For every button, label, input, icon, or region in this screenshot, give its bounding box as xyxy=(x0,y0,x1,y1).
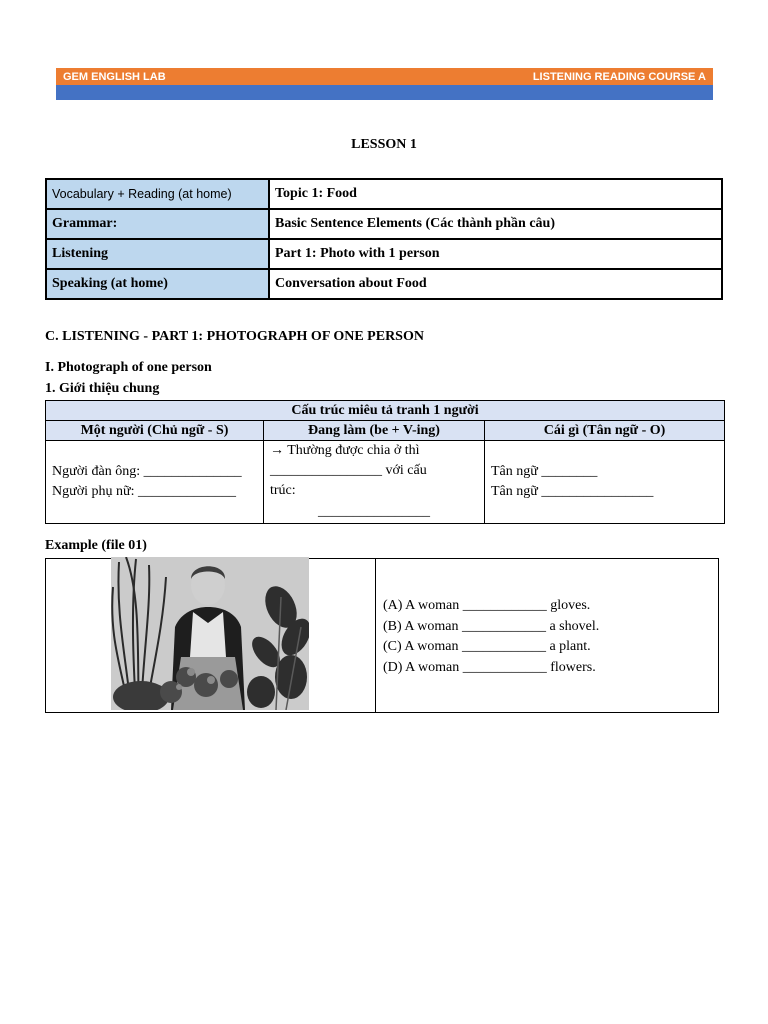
overview-key: Vocabulary + Reading (at home) xyxy=(46,179,269,209)
section-heading: C. LISTENING - PART 1: PHOTOGRAPH OF ONE PERSON xyxy=(45,329,424,344)
example-title: Example (file 01) xyxy=(45,538,147,553)
header-right-text: LISTENING READING COURSE A xyxy=(532,70,706,83)
structure-title: Cấu trúc miêu tả tranh 1 người xyxy=(46,401,725,421)
header-bar xyxy=(56,68,713,100)
option-d: (D) A woman ____________ flowers. xyxy=(383,659,596,675)
option-c: (C) A woman ____________ a plant. xyxy=(383,639,591,654)
example-photo-cell xyxy=(46,559,376,712)
example-box xyxy=(45,558,719,713)
option-a: (A) A woman ____________ gloves. xyxy=(383,598,591,613)
lesson-title: LESSON 1 xyxy=(351,137,417,152)
structure-line: Người đàn ông: ______________ xyxy=(52,464,242,479)
subheading-intro: 1. Giới thiệu chung xyxy=(45,381,160,396)
structure-cell-verb xyxy=(264,441,485,524)
structure-line: → Thường được chia ở thì xyxy=(270,443,420,458)
header-blue-band xyxy=(56,85,713,100)
structure-line: ________________ xyxy=(318,504,430,519)
header-left-text: GEM ENGLISH LAB xyxy=(63,70,166,83)
overview-key: Listening xyxy=(46,239,269,269)
structure-line: Tân ngữ ________________ xyxy=(491,484,654,499)
structure-cell-object xyxy=(485,441,725,524)
overview-key: Grammar: xyxy=(46,209,269,239)
overview-row xyxy=(46,269,722,299)
structure-line: trúc: xyxy=(270,483,296,498)
overview-value: Conversation about Food xyxy=(269,269,722,299)
subheading-photo: I. Photograph of one person xyxy=(45,360,212,375)
overview-key: Speaking (at home) xyxy=(46,269,269,299)
structure-line: Tân ngữ ________ xyxy=(491,464,598,479)
overview-value: Topic 1: Food xyxy=(269,179,722,209)
structure-cell-subject xyxy=(46,441,264,524)
structure-header-object: Cái gì (Tân ngữ - O) xyxy=(485,421,725,441)
lesson-overview-table xyxy=(45,178,723,300)
structure-line: ________________ với cấu xyxy=(270,463,427,478)
structure-header-subject: Một người (Chủ ngữ - S) xyxy=(46,421,264,441)
overview-value: Basic Sentence Elements (Các thành phần câu) xyxy=(269,209,722,239)
overview-row xyxy=(46,239,722,269)
overview-row xyxy=(46,179,722,209)
option-b: (B) A woman ____________ a shovel. xyxy=(383,618,600,634)
header-orange-band xyxy=(56,68,713,85)
overview-row xyxy=(46,209,722,239)
woman-arranging-plants-photo xyxy=(111,557,309,710)
overview-value: Part 1: Photo with 1 person xyxy=(269,239,722,269)
example-options xyxy=(376,559,599,712)
structure-line: Người phụ nữ: ______________ xyxy=(52,484,236,499)
structure-header-verb: Đang làm (be + V-ing) xyxy=(264,421,485,441)
structure-table xyxy=(45,400,725,524)
